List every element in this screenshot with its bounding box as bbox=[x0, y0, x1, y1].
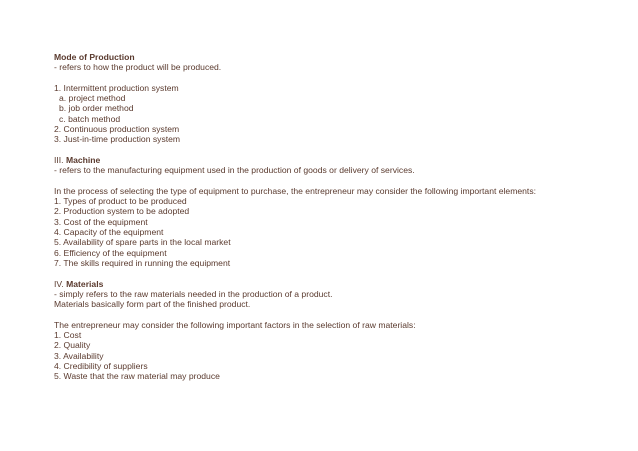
machine-item: 1. Types of product to be produced bbox=[54, 196, 187, 207]
production-subitem: a. project method bbox=[59, 93, 126, 104]
materials-item: 1. Cost bbox=[54, 330, 82, 341]
materials-definition: - simply refers to the raw materials needed in the production of a product. bbox=[54, 288, 333, 299]
production-subitem: b. job order method bbox=[59, 103, 134, 114]
machine-item: 7. The skills required in running the equipment bbox=[54, 257, 231, 268]
materials-note: Materials basically form part of the finished product. bbox=[54, 299, 251, 310]
production-heading: Mode of Production bbox=[54, 52, 135, 62]
machine-item: 4. Capacity of the equipment bbox=[54, 227, 164, 238]
machine-item: 2. Production system to be adopted bbox=[54, 206, 190, 217]
spacer bbox=[54, 145, 618, 155]
production-item: 3. Just-in-time production system bbox=[54, 134, 181, 145]
materials-numeral: IV. bbox=[54, 278, 67, 289]
production-definition: - refers to how the product will be produced. bbox=[54, 62, 222, 73]
spacer bbox=[54, 176, 618, 186]
materials-item: 3. Availability bbox=[54, 350, 104, 361]
materials-item: 2. Quality bbox=[54, 340, 91, 351]
spacer bbox=[54, 73, 618, 83]
spacer bbox=[54, 268, 618, 278]
spacer bbox=[54, 309, 618, 319]
materials-intro: The entrepreneur may consider the following important factors in the selection of raw materials: bbox=[54, 319, 416, 330]
machine-intro: In the process of selecting the type of equipment to purchase, the entrepreneur may consider the following important elements: bbox=[54, 185, 537, 196]
machine-item: 5. Availability of spare parts in the local market bbox=[54, 237, 231, 248]
machine-heading-line bbox=[54, 155, 618, 165]
machine-item: 6. Efficiency of the equipment bbox=[54, 247, 167, 258]
production-subitem: c. batch method bbox=[59, 113, 121, 124]
machine-definition: - refers to the manufacturing equipment used in the production of goods or delivery of services. bbox=[54, 165, 415, 176]
materials-heading-line bbox=[54, 279, 618, 289]
machine-heading: Machine bbox=[65, 154, 101, 165]
materials-item: 4. Credibility of suppliers bbox=[54, 360, 148, 371]
materials-heading: Materials bbox=[66, 278, 104, 289]
machine-numeral: III. bbox=[54, 154, 66, 165]
production-item: 1. Intermittent production system bbox=[54, 82, 179, 93]
materials-item: 5. Waste that the raw material may produce bbox=[54, 371, 220, 382]
machine-item: 3. Cost of the equipment bbox=[54, 216, 148, 227]
production-item: 2. Continuous production system bbox=[54, 124, 180, 135]
